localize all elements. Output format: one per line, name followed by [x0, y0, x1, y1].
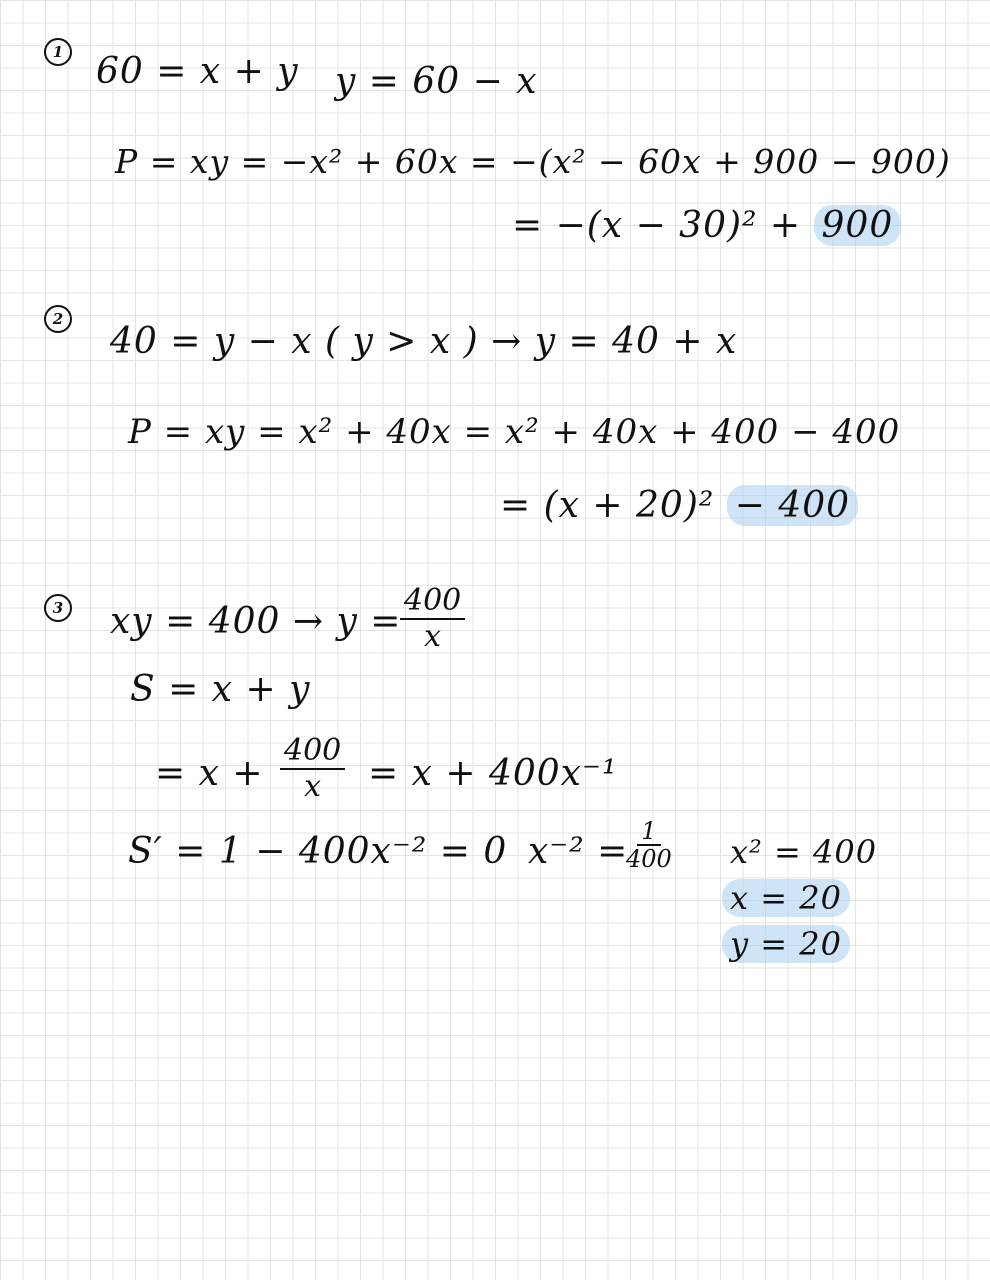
section-1-equation-1b: y = 60 − x [335, 61, 538, 102]
section-1-equation-2: P = xy = −x² + 60x = −(x² − 60x + 900 − 900) [115, 142, 951, 181]
section-2-equation-1: 40 = y − x ( y > x ) → y = 40 + x [110, 321, 738, 362]
fraction-numerator: 400 [280, 734, 345, 770]
section-1-equation-1a: 60 = x + y [96, 51, 299, 92]
answer-x-highlight: x = 20 [722, 879, 850, 917]
section-1-answer-highlight: 900 [814, 205, 902, 246]
section-3-marker: 3 [44, 594, 72, 622]
section-2-equation-3-prefix: = (x + 20)² [500, 485, 715, 526]
section-2-equation-3 [500, 484, 858, 528]
section-3-answer-x [722, 876, 850, 920]
fraction-numerator: 1 [637, 818, 660, 846]
section-1-equation-3 [512, 204, 901, 248]
section-3-equation-3-prefix: = x + [155, 753, 264, 794]
section-1-marker: 1 [44, 38, 72, 66]
section-2-marker: 2 [44, 305, 72, 333]
section-3-equation-4: S′ = 1 − 400x⁻² = 0 [128, 831, 508, 872]
answer-y-highlight: y = 20 [722, 925, 850, 963]
section-3-equation-1: xy = 400 → y = [110, 601, 402, 642]
section-3-fraction-2 [280, 734, 345, 804]
section-3-equation-2: S = x + y [130, 669, 311, 710]
section-3-answer-y [722, 922, 850, 966]
section-2-answer-highlight: − 400 [727, 485, 858, 526]
section-3-equation-3-suffix: = x + 400x⁻¹ [368, 753, 618, 794]
section-3-equation-6: x² = 400 [730, 833, 878, 871]
section-2-equation-2: P = xy = x² + 40x = x² + 40x + 400 − 400 [128, 412, 901, 452]
section-3-fraction-3 [622, 818, 676, 872]
fraction-denominator: x [304, 769, 322, 804]
fraction-denominator: x [424, 619, 442, 654]
section-3-fraction-1 [400, 584, 465, 654]
section-1-equation-3-prefix: = −(x − 30)² + [512, 205, 802, 246]
fraction-numerator: 400 [400, 584, 465, 620]
section-3-equation-5: x⁻² = [528, 831, 629, 872]
fraction-denominator: 400 [626, 845, 672, 873]
